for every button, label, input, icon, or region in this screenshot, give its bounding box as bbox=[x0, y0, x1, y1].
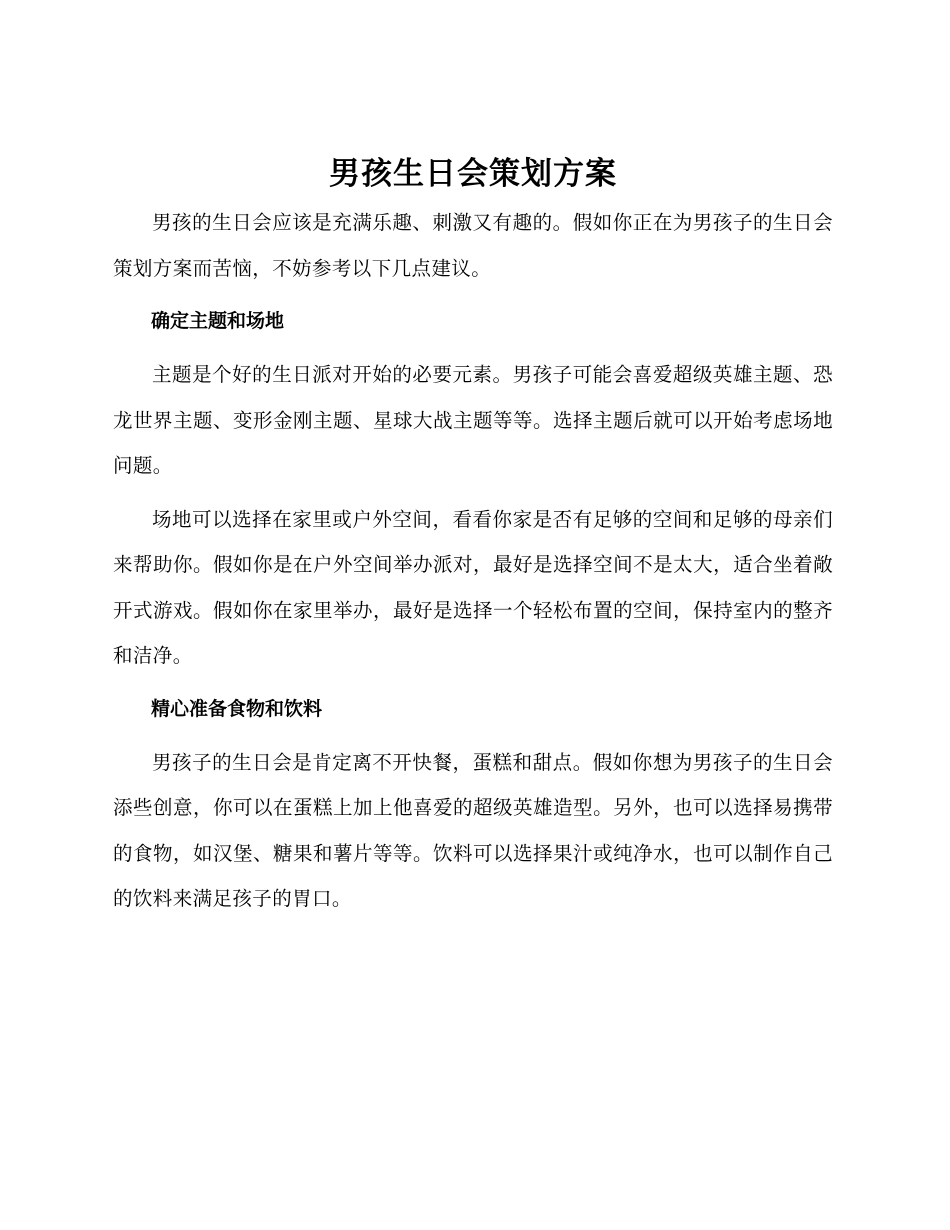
spacer bbox=[113, 344, 833, 352]
spacer bbox=[113, 732, 833, 740]
spacer bbox=[113, 291, 833, 299]
paragraph-theme: 主题是个好的生日派对开始的必要元素。男孩子可能会喜爱超级英雄主题、恐龙世界主题、变形金刚主题、星球大战主题等等。选择主题后就可以开始考虑场地问题。 bbox=[113, 363, 833, 477]
document-title: 男孩生日会策划方案 bbox=[329, 156, 617, 192]
section-heading-food-drinks: 精心准备食物和饮料 bbox=[151, 697, 323, 720]
document-page bbox=[113, 148, 833, 922]
paragraph-venue: 场地可以选择在家里或户外空间，看看你家是否有足够的空间和足够的母亲们来帮助你。假如你是在户外空间举办派对，最好是选择空间不是太大，适合坐着敞开式游戏。假如你在家里举办，最好是选择一个轻松布置的空间，保持室内的整齐和洁净。 bbox=[113, 507, 833, 667]
spacer bbox=[113, 679, 833, 687]
intro-paragraph: 男孩的生日会应该是充满乐趣、刺激又有趣的。假如你正在为男孩子的生日会策划方案而苦恼，不妨参考以下几点建议。 bbox=[113, 211, 833, 280]
paragraph-food-drinks: 男孩子的生日会是肯定离不开快餐，蛋糕和甜点。假如你想为男孩子的生日会添些创意，你可以在蛋糕上加上他喜爱的超级英雄造型。另外，也可以选择易携带的食物，如汉堡、糖果和薯片等等。饮料可以选择果汁或纯净水，也可以制作自己的饮料来满足孩子的胃口。 bbox=[113, 750, 833, 910]
spacer bbox=[113, 489, 833, 497]
section-heading-theme-venue: 确定主题和场地 bbox=[151, 310, 285, 332]
